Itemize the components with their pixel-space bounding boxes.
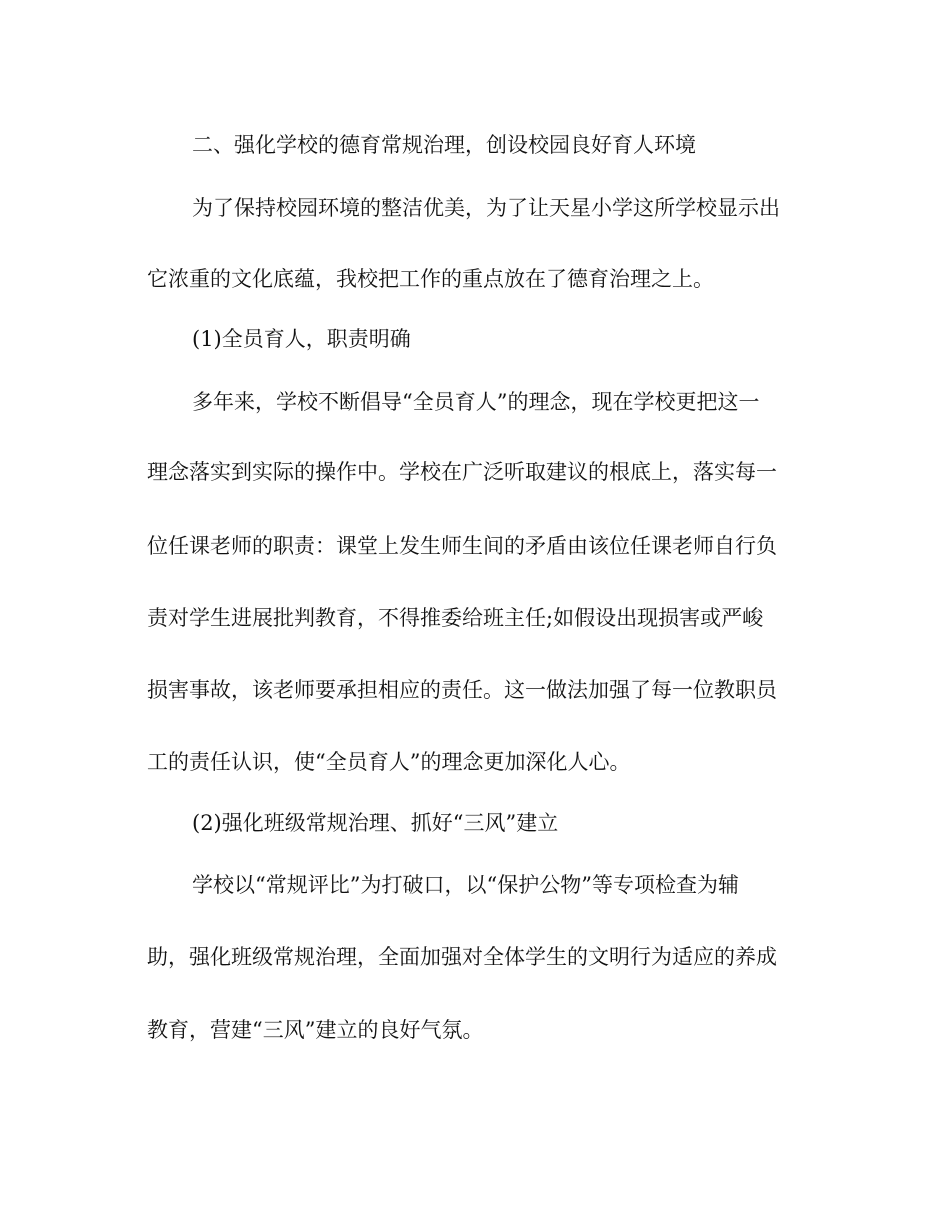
paragraph-line: 它浓重的文化底蕴，我校把工作的重点放在了德育治理之上。 — [147, 267, 714, 291]
paragraph-line: 学校以“常规评比”为打破口，以“保护公物”等专项检查为辅 — [192, 873, 739, 897]
subheading-1: (1)全员育人，职责明确 — [192, 327, 411, 351]
subheading-2: (2)强化班级常规治理、抓好“三风”建立 — [192, 811, 559, 835]
paragraph-line: 多年来，学校不断倡导“全员育人”的理念，现在学校更把这一 — [192, 390, 760, 414]
paragraph-line: 位任课老师的职责：课堂上发生师生间的矛盾由该位任课老师自行负 — [147, 534, 777, 558]
paragraph-line: 损害事故，该老师要承担相应的责任。这一做法加强了每一位教职员 — [147, 678, 777, 702]
paragraph-line: 理念落实到实际的操作中。学校在广泛听取建议的根底上，落实每一 — [147, 460, 777, 484]
section-heading: 二、强化学校的德育常规治理，创设校园良好育人环境 — [192, 133, 696, 157]
paragraph-line: 为了保持校园环境的整洁优美，为了让天星小学这所学校显示出 — [192, 196, 780, 220]
paragraph-line: 助，强化班级常规治理，全面加强对全体学生的文明行为适应的养成 — [147, 945, 777, 969]
paragraph-line: 工的责任认识，使“全员育人”的理念更加深化人心。 — [147, 750, 631, 774]
paragraph-line: 教育，营建“三风”建立的良好气氛。 — [147, 1018, 484, 1042]
paragraph-line: 责对学生进展批判教育，不得推委给班主任;如假设出现损害或严峻 — [147, 606, 764, 630]
